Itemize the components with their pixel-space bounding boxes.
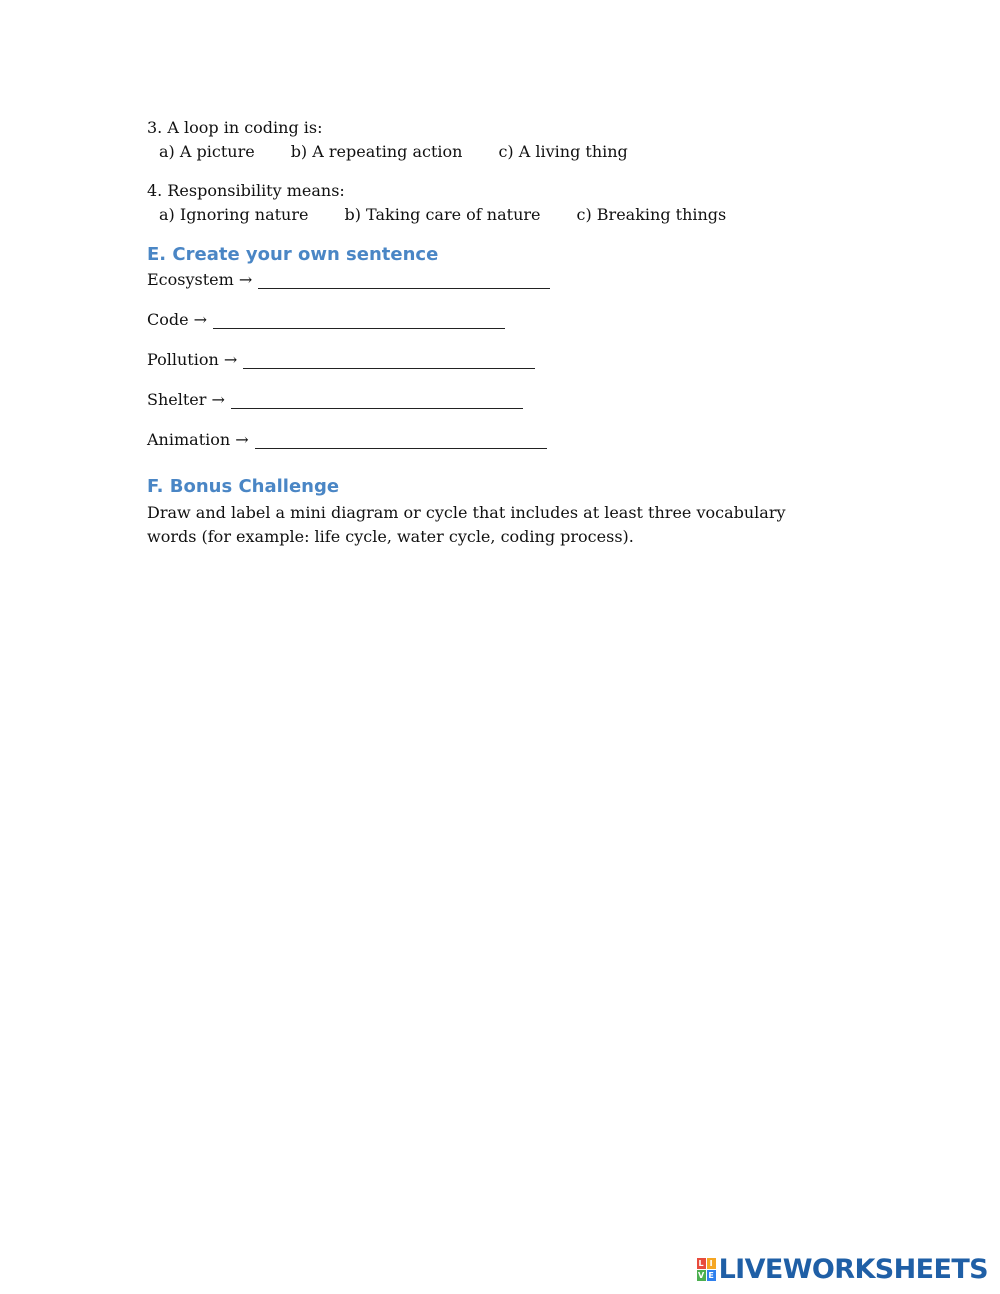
sentence-item-code: [147, 309, 847, 331]
logo-mark-icon: [697, 1258, 716, 1281]
sentence-item-shelter: [147, 389, 847, 411]
logo-text: LIVEWORKSHEETS: [718, 1254, 988, 1285]
option-c[interactable]: c) Breaking things: [576, 205, 727, 224]
answer-blank[interactable]: [258, 272, 550, 289]
option-b[interactable]: b) A repeating action: [290, 142, 463, 161]
section-e-heading: E. Create your own sentence: [147, 244, 439, 265]
question-options: [147, 141, 847, 163]
answer-blank[interactable]: [243, 352, 535, 369]
answer-blank[interactable]: [255, 432, 547, 449]
sentence-label: Shelter →: [147, 390, 225, 409]
sentence-item-pollution: [147, 349, 847, 371]
sentence-item-animation: [147, 429, 847, 451]
logo-mark-letter: V: [697, 1271, 705, 1280]
section-f-heading: F. Bonus Challenge: [147, 476, 340, 497]
option-a[interactable]: a) A picture: [159, 142, 255, 161]
liveworksheets-logo: [697, 1254, 988, 1285]
option-c[interactable]: c) A living thing: [498, 142, 628, 161]
worksheet-content: [147, 117, 847, 549]
logo-mark-letter: L: [698, 1259, 704, 1268]
logo-mark-letter: I: [707, 1258, 716, 1269]
question-stem: 3. A loop in coding is:: [147, 118, 323, 137]
question-options: [147, 204, 847, 226]
sentence-label: Pollution →: [147, 350, 238, 369]
sentence-label: Code →: [147, 310, 208, 329]
logo-mark-letter: E: [708, 1271, 714, 1280]
question-stem: 4. Responsibility means:: [147, 181, 345, 200]
sentence-label: Animation →: [147, 430, 249, 449]
sentence-item-ecosystem: [147, 269, 847, 291]
answer-blank[interactable]: [231, 392, 523, 409]
option-b[interactable]: b) Taking care of nature: [344, 205, 541, 224]
sentence-label: Ecosystem →: [147, 270, 253, 289]
question-4: [147, 180, 847, 226]
question-3: [147, 117, 847, 163]
answer-blank[interactable]: [213, 312, 505, 329]
option-a[interactable]: a) Ignoring nature: [159, 205, 309, 224]
bonus-instructions: Draw and label a mini diagram or cycle that includes at least three vocabulary words (for example: life cycle, water cycle, coding process).: [147, 503, 786, 546]
